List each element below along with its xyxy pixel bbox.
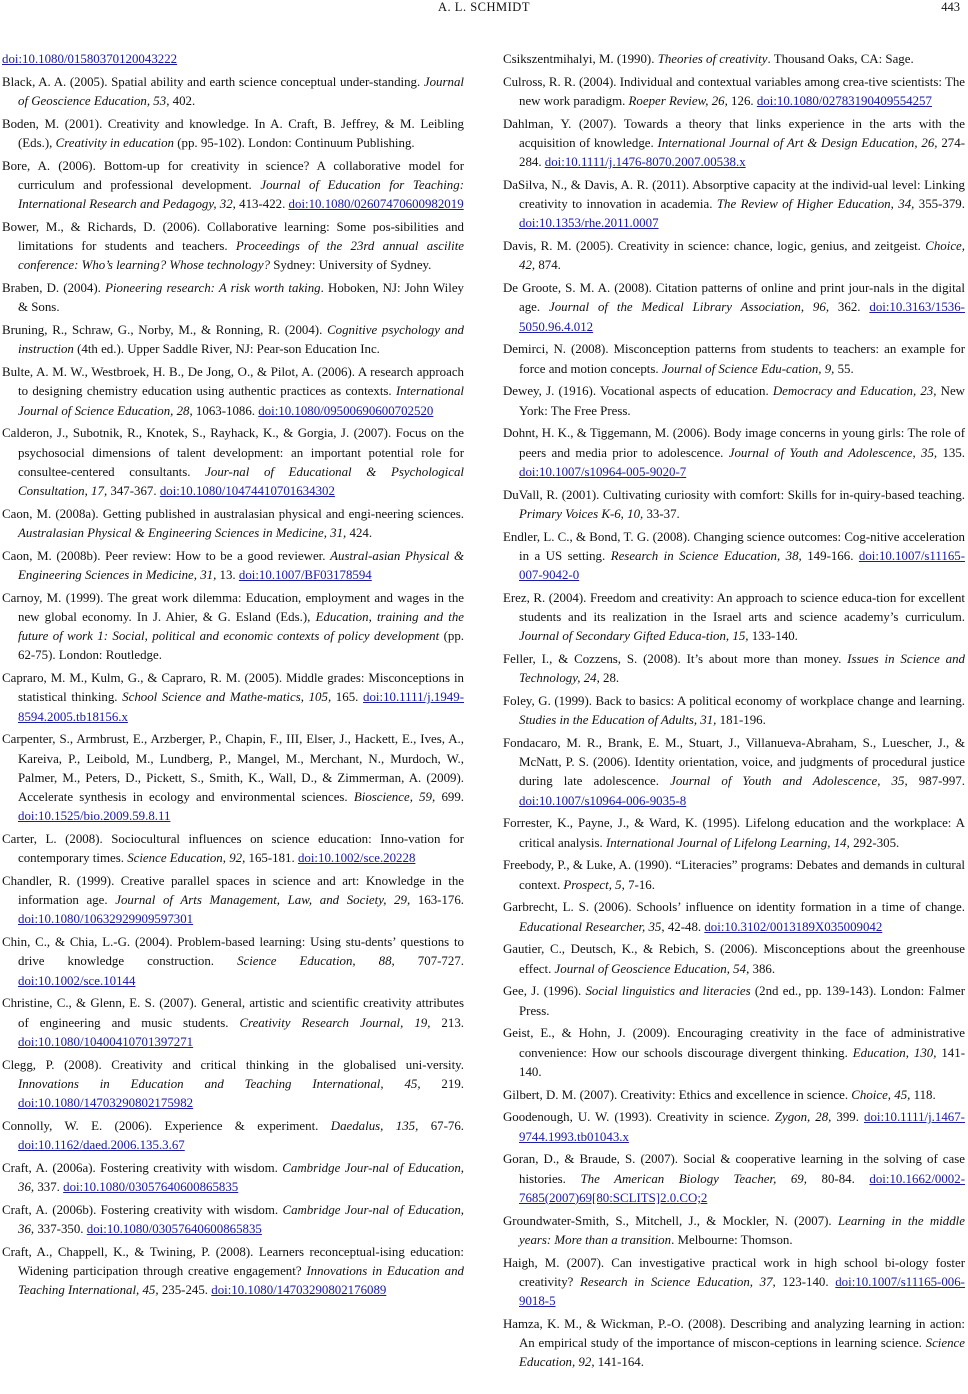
reference-text: Dohnt, H. K., & Tiggemann, M. (2006). Body image concerns in young girls: The role of peers and media prior to adolescence. <box>503 426 965 460</box>
doi-link[interactable]: doi:10.1080/14703290802175982 <box>18 1096 194 1111</box>
reference-text: Gee, J. (1996). <box>503 984 586 999</box>
reference-text: Craft, A., Chappell, K., & Twining, P. (2008). Learners reconceptual-ising education: Widening participation through creative engagement? <box>2 1244 464 1279</box>
reference-source-title: Innovations in Education and Teaching International, 45, <box>18 1076 421 1091</box>
reference-entry <box>2 73 464 111</box>
reference-entry <box>2 830 464 868</box>
reference-source-title: Journal of Youth and Adolescence, 35, <box>670 774 908 789</box>
reference-source-title: Learning in the middle years: More than a transition <box>519 1213 965 1247</box>
reference-entry <box>2 1159 464 1197</box>
reference-text: 1063-1086. <box>192 403 259 418</box>
reference-text: 141-164. <box>594 1355 644 1370</box>
reference-text: Carpenter, S., Armbrust, E., Arzberger, P., Chapin, F., III, Elser, J., Hackett, E., Ives, A., Kareiva, P., Leibold, M., Lundberg, P., Mangel, M., Merchant, N., Murdoch, W., Palmer, M., Peters, D., Pickett, S., Smith, K., Wall, D., & Zimmerman, A. (2009). Accelerate synthesis in ecology and environmental sciences. <box>2 732 464 805</box>
reference-text: Culross, R. R. (2004). Individual and contextual variables among crea-tive scientists: The new work paradigm. <box>503 74 965 108</box>
reference-source-title: Journal of Youth and Adolescence, 35, <box>728 445 938 460</box>
reference-text: (2nd ed., pp. 139-143). London: Falmer Press. <box>519 984 965 1018</box>
reference-column-left <box>2 50 464 1304</box>
reference-entry <box>503 279 965 337</box>
doi-link[interactable]: doi:10.1007/s10964-006-9035-8 <box>519 793 687 808</box>
reference-source-title: Journal of Secondary Gifted Educa-tion, 15, <box>519 629 749 644</box>
reference-text: 699. <box>435 790 464 805</box>
reference-text: . Melbourne: Thomson. <box>671 1232 793 1247</box>
reference-source-title: Research in Science Education, 37, <box>580 1274 776 1289</box>
reference-text: 28. <box>599 671 620 686</box>
doi-link[interactable]: doi:10.1080/14703290802176089 <box>211 1283 387 1298</box>
doi-link[interactable]: doi:10.1525/bio.2009.59.8.11 <box>18 809 171 824</box>
reference-text: 135. <box>937 445 966 460</box>
reference-text: 165-181. <box>245 851 298 866</box>
reference-source-title: International Journal of Lifelong Learning, 14, <box>605 835 850 850</box>
reference-text: Calderon, J., Subotnik, R., Knotek, S., Rayhack, K., & Gorgia, J. (2007). Focus on the psychosocial dimensions of talent development: an important potential role for consultee-centered consultants. <box>2 426 464 479</box>
reference-text: Demirci, N. (2008). Misconception patterns from students to teachers: an example for force and motion concepts. <box>503 342 965 376</box>
reference-text: 13. <box>216 568 239 583</box>
reference-entry <box>503 176 965 234</box>
reference-text: 42-48. <box>664 919 705 934</box>
reference-text: 292-305. <box>849 835 900 850</box>
doi-link[interactable]: doi:10.1080/01580370120043222 <box>2 52 178 66</box>
reference-text: Clegg, P. (2008). Creativity and critical thinking in the globalised uni-versity. <box>2 1057 464 1072</box>
doi-link[interactable]: doi:10.1111/j.1476-8070.2007.00538.x <box>544 155 746 170</box>
reference-entry <box>2 1201 464 1239</box>
reference-entry <box>2 933 464 991</box>
reference-entry <box>503 692 965 730</box>
reference-source-title: Zygon, 28, <box>774 1110 832 1125</box>
reference-entry <box>503 50 965 69</box>
reference-text: Craft, A. (2006a). Fostering creativity with wisdom. <box>2 1160 283 1175</box>
reference-text: 235-245. <box>158 1283 212 1298</box>
reference-entry <box>2 505 464 543</box>
reference-text: 149-166. <box>801 548 859 563</box>
reference-text: (4th ed.). Upper Saddle River, NJ: Pear-son Education Inc. <box>73 342 380 357</box>
reference-source-title: Science Education, 92, <box>519 1336 965 1370</box>
reference-entry <box>2 872 464 930</box>
reference-entry <box>503 1024 965 1082</box>
doi-link[interactable]: doi:10.1111/j.1949-8594.2005.tb18156.x <box>18 690 464 724</box>
reference-entry <box>503 940 965 978</box>
reference-text: 337. <box>34 1180 64 1195</box>
reference-source-title: School Science and Mathe-matics, 105, <box>122 690 332 705</box>
reference-text: 163-176. <box>410 893 465 908</box>
reference-text: (pp. 95-102). London: Continuum Publishing. <box>173 136 415 150</box>
reference-text: Bruning, R., Schraw, G., Norby, M., & Ronning, R. (2004). <box>2 323 328 338</box>
reference-text: 67-76. <box>418 1118 464 1133</box>
reference-source-title: Educational Researcher, 35, <box>519 919 665 934</box>
reference-text: Geist, E., & Hohn, J. (2009). Encouraging creativity in the face of administrative convenience: How our schools discourage divergent thinking. <box>503 1026 965 1060</box>
reference-text: Carter, L. (2008). Sociocultural influences on science education: Inno-vation for contemporary times. <box>2 832 464 866</box>
reference-text: 362. <box>829 300 870 315</box>
reference-source-title: Journal of Geoscience Education, 53, <box>18 74 464 108</box>
reference-text: 133-140. <box>748 629 798 644</box>
reference-entry <box>503 382 965 420</box>
reference-entry <box>2 589 464 666</box>
reference-source-title: Journal of Arts Management, Law, and Society, 29, <box>115 893 411 908</box>
reference-entry <box>503 734 965 811</box>
reference-text: 399. <box>831 1110 864 1125</box>
reference-text: 402. <box>169 94 196 108</box>
reference-source-title: Journal of the Medical Library Association, 96, <box>549 300 830 315</box>
reference-source-title: Theories of creativity <box>657 52 768 66</box>
reference-source-title: Choice, 42, <box>519 239 965 273</box>
reference-text: Freebody, P., & Luke, A. (1990). “Literacies” programs: Debates and demands in cultural context. <box>503 858 965 892</box>
reference-entry <box>503 1254 965 1312</box>
reference-entry <box>503 1315 965 1373</box>
reference-source-title: Creativity Research Journal, 19, <box>239 1015 431 1030</box>
reference-entry <box>2 279 464 317</box>
reference-text: 126. <box>727 94 757 108</box>
reference-text: 118. <box>910 1087 936 1102</box>
reference-text: Forrester, K., Payne, J., & Ward, K. (1995). Lifelong education and the workplace: A critical analysis. <box>503 816 965 850</box>
doi-link[interactable]: doi:10.1162/daed.2006.135.3.67 <box>18 1138 185 1153</box>
reference-text: Bulte, A. M. W., Westbroek, H. B., De Jong, O., & Pilot, A. (2006). A research approach to designing chemistry education using authentic practices as contexts. <box>2 365 464 399</box>
doi-link[interactable]: doi:10.1353/rhe.2011.0007 <box>519 216 659 231</box>
reference-source-title: Creativity in education <box>55 136 174 150</box>
reference-text: 123-140. <box>775 1274 836 1289</box>
reference-text: Garbrecht, L. S. (2006). Schools’ influence on identity formation in a time of change. <box>503 900 965 915</box>
reference-text: Endler, L. C., & Bond, T. G. (2008). Changing science outcomes: Cog-nitive acceleration in a US setting. <box>503 529 965 563</box>
doi-link[interactable]: doi:10.1080/10474410701634302 <box>159 484 335 499</box>
reference-text: Capraro, M. M., Kulm, G., & Capraro, R. M. (2005). Middle grades: Misconceptions in statistical thinking. <box>2 671 464 705</box>
reference-entry <box>503 1150 965 1208</box>
reference-text: Groundwater-Smith, S., Mitchell, J., & Mockler, N. (2007). <box>503 1213 838 1228</box>
doi-link[interactable]: doi:10.1002/sce.10144 <box>18 973 136 988</box>
reference-entry <box>503 982 965 1020</box>
reference-entry <box>2 363 464 421</box>
reference-entry <box>503 898 965 936</box>
reference-entry <box>2 218 464 276</box>
reference-text: 413-422. <box>235 197 289 212</box>
reference-entry <box>503 486 965 524</box>
doi-link[interactable]: doi:10.3163/1536-5050.96.4.012 <box>519 300 965 334</box>
reference-entry <box>2 994 464 1052</box>
reference-text: 274-284. <box>519 136 965 170</box>
doi-link[interactable]: doi:10.1080/10400410701397271 <box>18 1034 194 1049</box>
doi-link[interactable]: doi:10.1080/02783190409554257 <box>756 94 932 108</box>
reference-entry <box>503 589 965 647</box>
reference-source-title: Cognitive psychology and instruction <box>18 323 464 357</box>
reference-source-title: Education, training and the future of work 1: Social, political and economic contexts of policy development <box>18 610 464 644</box>
reference-source-title: Journal of Education for Teaching: International Research and Pedagogy, 32, <box>18 178 464 212</box>
reference-text: . Hoboken, NJ: John Wiley & Sons. <box>18 281 464 315</box>
reference-source-title: Science Education, 88, <box>237 954 395 969</box>
reference-entry <box>503 856 965 894</box>
reference-text: 165. <box>331 690 364 705</box>
reference-text: Boden, M. (2001). Creativity and knowledge. In A. Craft, B. Jeffrey, & M. Leibling (Eds.), <box>2 116 464 150</box>
reference-text: Carnoy, M. (1999). The great work dilemma: Education, employment and wages in the new global economy. In J. Ahier, & G. Esland (Eds.), <box>2 590 464 625</box>
reference-text: 347-367. <box>107 484 160 499</box>
reference-entry <box>503 73 965 111</box>
reference-text: 707-727. <box>394 954 464 969</box>
reference-entry <box>503 340 965 378</box>
reference-text: Haigh, M. (2007). Can investigative practical work in high school bi-ology foster creativity? <box>503 1255 965 1289</box>
doi-link[interactable]: doi:10.1662/0002-7685(2007)69[80:SCLITS]2.0.CO;2 <box>519 1171 965 1205</box>
reference-source-title: Australasian Physical & Engineering Sciences in Medicine, 31, <box>18 526 347 541</box>
reference-entry <box>503 115 965 173</box>
doi-link[interactable]: doi:10.1080/03057640600865835 <box>63 1180 239 1195</box>
doi-link[interactable]: doi:10.1002/sce.20228 <box>297 851 416 866</box>
reference-text: Black, A. A. (2005). Spatial ability and earth science conceptual under-standing. <box>2 74 424 89</box>
reference-entry <box>503 237 965 275</box>
reference-entry <box>2 1243 464 1301</box>
doi-link[interactable]: doi:10.1080/09500690600702520 <box>258 403 434 418</box>
reference-source-title: Jour-nal of Educational & Psychological Consultation, 17, <box>18 464 464 499</box>
reference-source-title: Journal of Geoscience Education, 54, <box>554 961 750 976</box>
doi-link[interactable]: doi:10.1007/s10964-005-9020-7 <box>519 464 687 479</box>
reference-text: 213. <box>430 1015 464 1030</box>
reference-text: Chandler, R. (1999). Creative parallel spaces in science and art: Knowledge in the information age. <box>2 874 464 908</box>
reference-text: . Thousand Oaks, CA: Sage. <box>767 52 914 66</box>
reference-source-title: Science Education, 92, <box>127 851 246 866</box>
running-head-author: A. L. SCHMIDT <box>438 0 530 14</box>
reference-source-title: Proceedings of the 23rd annual ascilite conference: Who’s learning? Whose technology? <box>18 239 464 273</box>
reference-text: Erez, R. (2004). Freedom and creativity: An approach to science educa-tion for excellent students and its realization in the Israel arts and science academy’s curriculum. <box>503 590 965 625</box>
reference-text: Christine, C., & Glenn, E. S. (2007). General, artistic and scientific creativity attributes of engineering and music students. <box>2 996 464 1030</box>
reference-source-title: Social linguistics and literacies <box>585 984 751 999</box>
reference-entry <box>2 115 464 153</box>
reference-entry <box>503 650 965 688</box>
reference-text: Connolly, W. E. (2006). Experience & experiment. <box>2 1118 331 1133</box>
reference-source-title: Choice, 45, <box>851 1087 911 1102</box>
reference-entry <box>2 730 464 826</box>
reference-source-title: Research in Science Education, 38, <box>610 548 802 563</box>
reference-text: 80-84. <box>806 1171 870 1186</box>
reference-text: 219. <box>420 1076 464 1091</box>
reference-source-title: Daedalus, 135, <box>330 1118 419 1133</box>
reference-source-title: Cambridge Jour-nal of Education, 36, <box>18 1160 464 1195</box>
reference-source-title: Innovations in Education and Teaching International, 45, <box>18 1264 464 1298</box>
reference-entry <box>2 669 464 727</box>
reference-entry <box>503 528 965 586</box>
reference-text: DuVall, R. (2001). Cultivating curiosity with comfort: Skills for in-quiry-based teaching. <box>503 487 965 502</box>
reference-text: Goran, D., & Braude, S. (2007). Social & cooperative learning in the solving of case histories. <box>503 1152 965 1186</box>
reference-text: 7-16. <box>624 877 655 892</box>
reference-text: Foley, G. (1999). Back to basics: A political economy of workplace change and learning. <box>503 694 965 709</box>
reference-text: Gautier, C., Deutsch, K., & Rebich, S. (2006). Misconceptions about the greenhouse effect. <box>503 942 965 976</box>
reference-entry <box>2 157 464 215</box>
doi-link[interactable]: doi:10.1080/10632929909597301 <box>18 912 194 927</box>
reference-entry <box>503 814 965 852</box>
doi-link[interactable]: doi:10.1007/s11165-007-9042-0 <box>519 548 965 583</box>
page-number: 443 <box>941 0 960 14</box>
reference-source-title: Prospect, 5, <box>563 877 625 892</box>
reference-text: Craft, A. (2006b). Fostering creativity with wisdom. <box>2 1202 283 1217</box>
reference-entry <box>2 547 464 585</box>
reference-entry <box>503 1108 965 1146</box>
reference-text: Feller, I., & Cozzens, S. (2008). It’s about more than money. <box>503 652 848 667</box>
reference-text: Caon, M. (2008a). Getting published in australasian physical and engi-neering sciences. <box>2 506 464 521</box>
doi-link[interactable]: doi:10.1080/03057640600865835 <box>86 1222 262 1237</box>
reference-text: Csikszentmihalyi, M. (1990). <box>503 52 658 66</box>
reference-source-title: International Journal of Art & Design Education, 26, <box>657 136 938 150</box>
reference-text: 355-379. <box>914 197 965 212</box>
reference-source-title: The American Biology Teacher, 69, <box>580 1171 807 1186</box>
reference-text: 424. <box>346 526 373 541</box>
doi-link[interactable]: doi:10.3102/0013189X035009042 <box>704 919 883 934</box>
reference-text: Gilbert, D. M. (2007). Creativity: Ethics and excellence in science. <box>503 1087 852 1102</box>
reference-source-title: Democracy and Education, 23, <box>772 384 937 399</box>
reference-text: De Groote, S. M. A. (2008). Citation patterns of online and print jour-nals in the digital age. <box>503 281 965 315</box>
reference-source-title: Issues in Science and Technology, 24, <box>519 652 965 686</box>
reference-entry <box>2 50 464 69</box>
reference-text: DaSilva, N., & Davis, A. R. (2011). Absorptive capacity at the individ-ual level: Linking creativity to innovation in academia. <box>503 178 965 212</box>
reference-text: Sydney: University of Sydney. <box>270 258 432 273</box>
reference-source-title: Studies in the Education of Adults, 31, <box>519 713 717 728</box>
reference-text: Goodenough, U. W. (1993). Creativity in science. <box>503 1110 775 1125</box>
reference-text: Caon, M. (2008b). Peer review: How to be a good reviewer. <box>2 548 331 563</box>
reference-column-right <box>503 50 965 1376</box>
reference-text: Braben, D. (2004). <box>2 281 106 296</box>
reference-text: 337-350. <box>34 1222 87 1237</box>
reference-text: 141-140. <box>519 1045 965 1079</box>
reference-source-title: Austral-asian Physical & Engineering Sciences in Medicine, 31, <box>18 548 465 583</box>
reference-text: 33-37. <box>643 506 680 521</box>
reference-source-title: Bioscience, 59, <box>353 790 436 805</box>
reference-text: Bower, M., & Richards, D. (2006). Collaborative learning: Some pos-sibilities and limitations for students and teachers. <box>2 220 464 254</box>
doi-link[interactable]: doi:10.1111/j.1467-9744.1993.tb01043.x <box>519 1110 965 1144</box>
reference-source-title: Primary Voices K-6, 10, <box>519 506 644 521</box>
doi-link[interactable]: doi:10.1007/s11165-006-9018-5 <box>519 1274 965 1309</box>
reference-entry <box>2 1056 464 1114</box>
reference-text: (pp. 62-75). London: Routledge. <box>18 629 464 663</box>
reference-text: 55. <box>834 361 854 376</box>
reference-text: 386. <box>749 961 776 976</box>
reference-source-title: Cambridge Jour-nal of Education, 36, <box>18 1202 464 1237</box>
reference-source-title: The Review of Higher Education, 34, <box>716 197 915 212</box>
reference-entry <box>2 321 464 359</box>
reference-text: Davis, R. M. (2005). Creativity in science: chance, logic, genius, and zeitgeist. <box>503 239 926 254</box>
reference-source-title: Education, 130, <box>852 1045 937 1060</box>
doi-link[interactable]: doi:10.1007/BF03178594 <box>238 568 372 583</box>
doi-link[interactable]: doi:10.1080/02607470600982019 <box>288 197 464 212</box>
reference-source-title: Roeper Review, 26, <box>628 94 728 108</box>
reference-entry <box>2 1117 464 1155</box>
reference-text: Hamza, K. M., & Wickman, P.-O. (2008). Describing and analyzing learning in action: An empirical study of the importance of miscon-ceptions in learning science. <box>503 1316 965 1351</box>
reference-source-title: International Journal of Science Education, 28, <box>18 384 464 418</box>
reference-text: 987-997. <box>907 774 965 789</box>
reference-text: 874. <box>535 258 561 273</box>
reference-text: Fondacaro, M. R., Brank, E. M., Stuart, J., Villanueva-Abraham, S., Luescher, J., & McNatt, P. S. (2006). Identity orientation, voice, and judgments of procedural justice during late adolescence. <box>503 736 965 789</box>
reference-entry <box>503 424 965 482</box>
reference-entry <box>2 424 464 501</box>
reference-text: Chin, C., & Chia, L.-G. (2004). Problem-based learning: Using stu-dents’ questions to drive knowledge construction. <box>2 935 464 969</box>
running-header <box>0 0 968 20</box>
reference-text: Dewey, J. (1916). Vocational aspects of education. <box>503 384 773 399</box>
reference-text: New York: The Free Press. <box>519 384 965 418</box>
reference-text: Dahlman, Y. (2007). Towards a theory that links experience in the arts with the acquisition of knowledge. <box>503 116 965 150</box>
reference-text: Bore, A. (2006). Bottom-up for creativity in science? A collaborative model for curriculum and professional development. <box>2 158 464 192</box>
reference-entry <box>503 1212 965 1250</box>
reference-source-title: Pioneering research: A risk worth taking <box>105 281 321 296</box>
reference-text: 181-196. <box>716 713 766 728</box>
reference-entry <box>503 1086 965 1105</box>
reference-source-title: Journal of Science Edu-cation, 9, <box>661 361 835 376</box>
